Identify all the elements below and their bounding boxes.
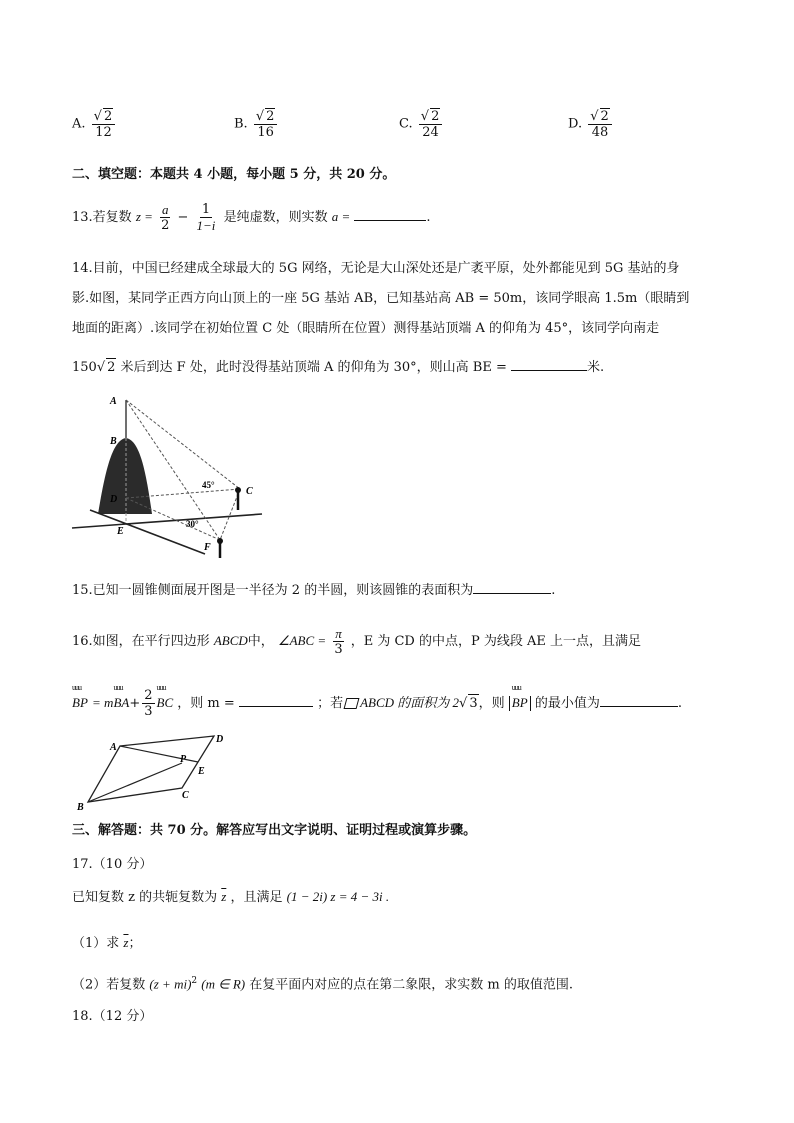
answer-blank-m[interactable] (239, 706, 313, 707)
question-16-line-2: uuu BP = m uuu BA+ $\frac{2}{3}$ uuu BC ，则 m = ；若 ABCD 的面积为 2√ 3，则 uuu BP 的最小值为 . (72, 683, 682, 719)
question-14-line-1: 14.目前，中国已经建成全球最大的 5G 网络，无论是大山深处还是广袤平原，处外都能见到 5G 基站的身 (72, 261, 680, 276)
svg-text:45°: 45° (202, 480, 215, 490)
question-17-title: 17.（10 分） (72, 857, 153, 872)
figure-mountain-base-station (70, 392, 266, 570)
figure-parallelogram (72, 728, 228, 814)
question-14-line-3: 地面的距离）.该同学在初始位置 C 处（眼睛所在位置）测得基站顶端 A 的仰角为 45°，该同学向南走 (72, 321, 660, 336)
option-c: C. $\frac{√ 2}{24}$ (399, 108, 444, 140)
option-c-fraction: $\frac{√ 2}{24}$ (419, 108, 443, 140)
section-heading-solutions: 三、解答题：共 70 分。解答应写出文字说明、证明过程或演算步骤。 (72, 823, 477, 838)
question-17-part-1: （1）求 $\overline{z}$； (72, 935, 142, 951)
question-17-part-2: （2）若复数 (z + mi)$^2$ (m ∈ R) 在复平面内对应的点在第二象限，求实数 m 的取值范围. (72, 976, 573, 993)
option-b-fraction: $\frac{√ 2}{16}$ (254, 108, 278, 140)
svg-text:E: E (117, 526, 124, 537)
option-d: D. $\frac{√ 2}{48}$ (568, 108, 614, 140)
option-a-fraction: $\frac{√ 2}{12}$ (92, 108, 116, 140)
svg-text:30°: 30° (186, 519, 199, 529)
question-14-line-4: 150√ 2 米后到达 F 处，此时没得基站顶端 A 的仰角为 30°，则山高 BE = 米. (72, 360, 605, 375)
question-15: 15.已知一圆锥侧面展开图是一半径为 2 的半圆，则该圆锥的表面积为 . (72, 583, 556, 598)
svg-text:P: P (180, 754, 187, 765)
svg-text:B: B (77, 802, 84, 813)
answer-blank-min[interactable] (600, 706, 678, 707)
question-16-line-1: 16.如图，在平行四边形 ABCD中， ∠ABC = $\frac{\pi}{3}$ ，E 为 CD 的中点，P 为线段 AE 上一点，且满足 (72, 626, 642, 657)
svg-text:D: D (110, 494, 118, 505)
option-b: B. $\frac{√ 2}{16}$ (234, 108, 279, 140)
parallelogram-icon (344, 698, 360, 709)
svg-text:C: C (182, 790, 189, 801)
answer-blank[interactable] (354, 220, 426, 221)
question-18-title: 18.（12 分） (72, 1009, 153, 1024)
section-heading-fill-in: 二、填空题：本题共 4 小题，每小题 5 分，共 20 分。 (72, 167, 396, 182)
question-17-stem: 已知复数 z 的共轭复数为 $\overline{z}$ ，且满足 (1 − 2i) z = 4 − 3i . (72, 889, 390, 905)
svg-text:A: A (110, 742, 117, 753)
svg-text:E: E (198, 766, 205, 777)
svg-text:C: C (246, 486, 253, 497)
option-a: A. $\frac{√ 2}{12}$ (72, 108, 117, 140)
question-14-line-2: 影.如图，某同学正西方向山顶上的一座 5G 基站 AB，已知基站高 AB = 50m，该同学眼高 1.5m（眼睛到 (72, 291, 690, 306)
svg-text:D: D (216, 734, 224, 745)
question-13: 13.若复数 z = $\frac{a}{2}$ − $\frac{1}{1-i}$ 是纯虚数，则实数 a = . (72, 202, 431, 233)
svg-text:B: B (110, 436, 117, 447)
svg-text:A: A (110, 396, 117, 407)
answer-blank[interactable] (473, 593, 551, 594)
option-d-fraction: $\frac{√ 2}{48}$ (588, 108, 612, 140)
svg-text:F: F (204, 542, 211, 553)
answer-blank[interactable] (511, 370, 587, 371)
